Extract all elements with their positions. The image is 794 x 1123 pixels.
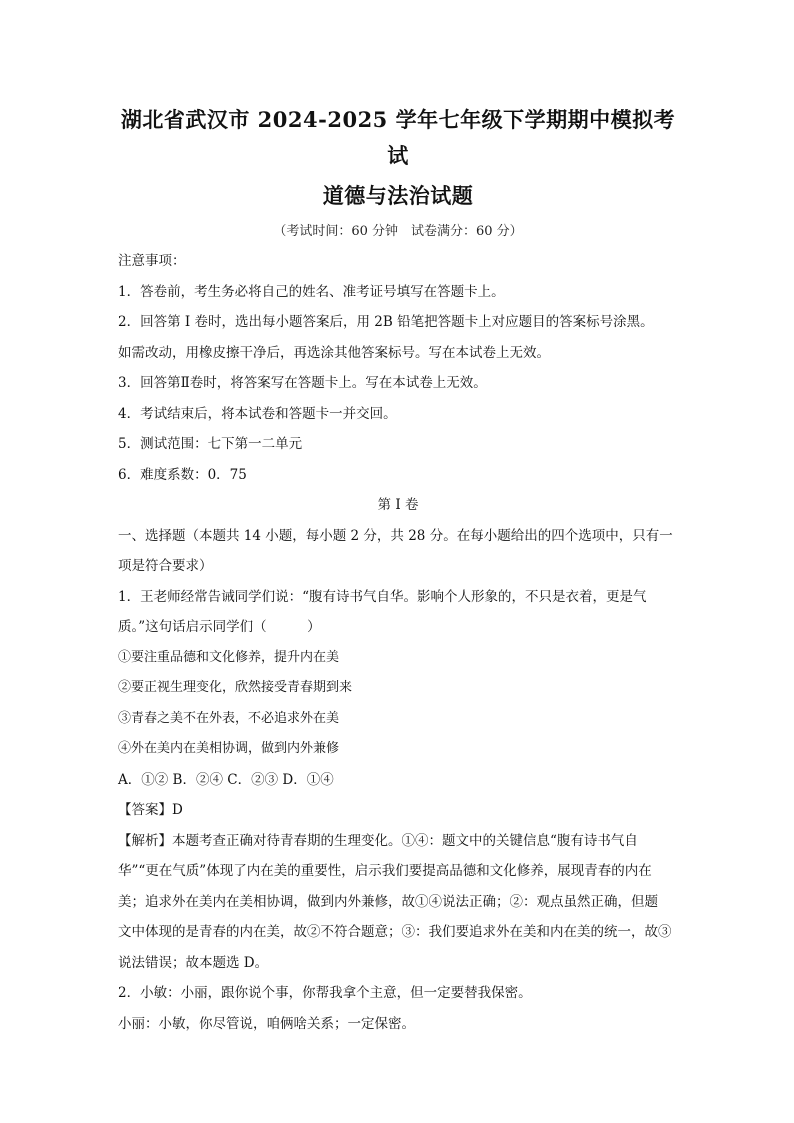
question-1: [118, 582, 678, 979]
volume-heading: 第 I 卷: [377, 497, 419, 513]
question-option: ①要注重品德和文化修养，提升内在美: [118, 649, 340, 665]
notice-heading: 注意事项：: [118, 253, 186, 269]
notice-item: 如需改动，用橡皮擦干净后，再选涂其他答案标号。写在本试卷上无效。: [118, 344, 550, 361]
question-analysis: 美；追求外在美内在美相协调，做到内外兼修，故①④说法正确；②：观点虽然正确，但题: [118, 893, 658, 910]
exam-title: 湖北省武汉市 2024-2025 学年七年级下学期期中模拟考试: [120, 107, 676, 168]
notice-item: 5．测试范围：七下第一二单元: [118, 436, 303, 452]
question-option: ②要正视生理变化，欣然接受青春期到来: [118, 680, 353, 695]
question-option: ③青春之美不在外表，不必追求外在美: [118, 710, 340, 726]
exam-info: （考试时间：60 分钟 试卷满分：60 分）: [273, 224, 523, 239]
notice-item: 4．考试结束后，将本试卷和答题卡一并交回。: [118, 405, 397, 422]
question-option: ④外在美内在美相协调，做到内外兼修: [118, 741, 340, 756]
notice-item: 1．答卷前，考生务必将自己的姓名、准考证号填写在答题卡上。: [118, 283, 505, 300]
question-stem: 质。”这句话启示同学们（ ）: [118, 619, 321, 635]
question-analysis: 说法错误；故本题选 D。: [118, 954, 269, 971]
notice-item: 2．回答第 I 卷时，选出每小题答案后，用 2B 铅笔把答题卡上对应题目的答案标号涂黑。: [118, 314, 654, 330]
notice-item: 3．回答第Ⅱ卷时，将答案写在答题卡上。写在本试卷上无效。: [118, 375, 487, 391]
question-analysis: 【解析】本题考查正确对待青春期的生理变化。①④：题文中的关键信息“腹有诗书气自: [118, 832, 638, 849]
exam-subtitle: 道德与法治试题: [322, 183, 474, 208]
section-intro: 一、选择题（本题共 14 小题，每小题 2 分，共 28 分。在每小题给出的四个选项中，只有一: [118, 527, 673, 544]
notice-item: 6．难度系数：0．75: [118, 466, 247, 483]
notice-section: [118, 246, 678, 490]
question-stem: 1．王老师经常告诫同学们说：“腹有诗书气自华。影响个人形象的，不只是衣着，更是气: [118, 588, 647, 605]
question-2: [118, 978, 678, 1039]
page-content: [118, 102, 678, 1039]
question-analysis: 华”“更在气质”体现了内在美的重要性，启示我们要提高品德和文化修养，展现青春的内在: [118, 863, 652, 879]
question-answer: 【答案】D: [118, 802, 183, 818]
question-stem: 小丽：小敏，你尽管说，咱俩啥关系；一定保密。: [118, 1015, 415, 1032]
section-intro: 项是符合要求）: [118, 558, 213, 574]
question-stem: 2．小敏：小丽，跟你说个事，你帮我拿个主意，但一定要替我保密。: [118, 985, 532, 1001]
question-choices: A．①② B．②④ C．②③ D．①④: [118, 771, 334, 788]
question-analysis: 文中体现的是青春的内在美，故②不符合题意；③：我们要追求外在美和内在美的统一，故③: [118, 924, 672, 940]
